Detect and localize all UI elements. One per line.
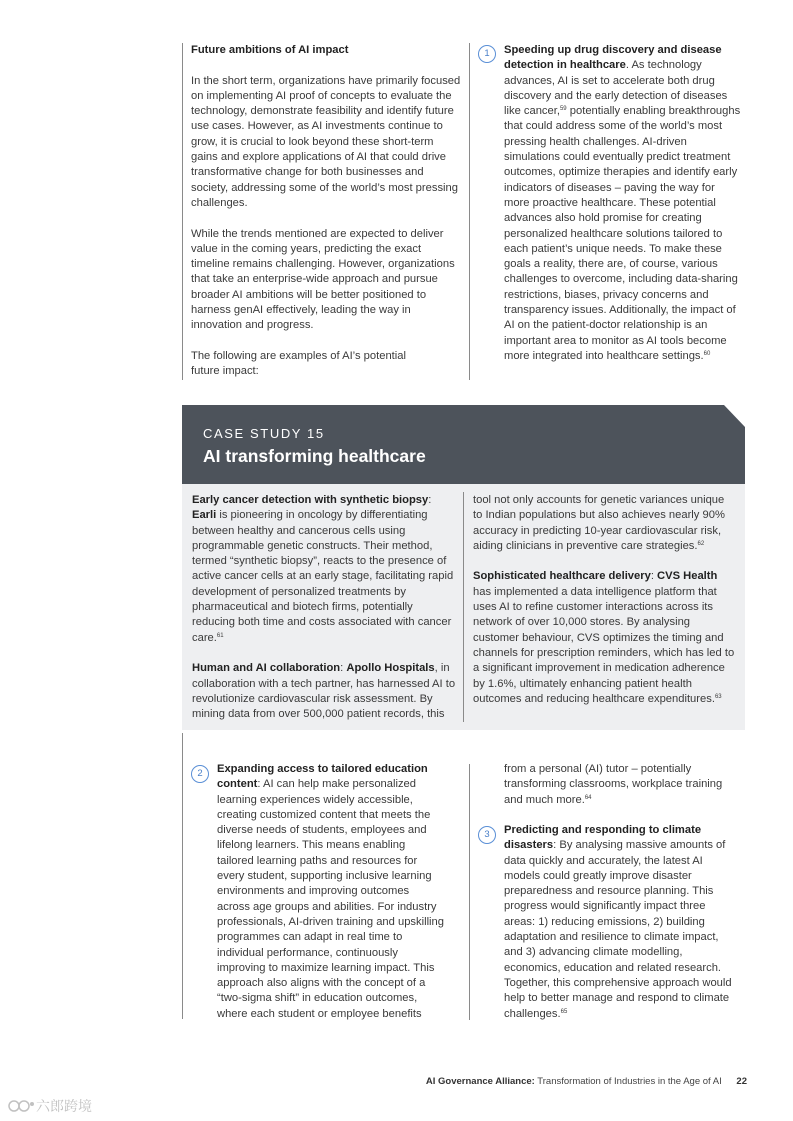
case-entry-3: Sophisticated healthcare delivery: CVS Health has implemented a data intelligence platform that uses AI to refine customer interactions across its network of over 10,000 stores. By analysing customer behaviour, CVS optimizes the timing and channels for prescription reminders, which has led to a significant improvement in medication adherence by 1.6%, ultimately enhancing patient health outcomes and reducing healthcare expenditures.$^{63}$ — [473, 570, 735, 705]
case-study-title: AI transforming healthcare — [203, 446, 426, 466]
footnote-ref: 63 — [714, 693, 722, 700]
case-entry-1: Early cancer detection with synthetic biopsy: Earli is pioneering in oncology by differentiating between healthy and cancerous cells using programmable genetic constructs. Their method, termed “synthetic biopsy”, reacts to the presence of active cancer cells at an early stage, facilitating rapid development of personalized treatments by pharmaceutical and biotech firms, potentially reducing both time and costs associated with cancer care.$^{61}$ — [192, 494, 454, 644]
item-2-number-badge: 2 — [191, 765, 209, 783]
footnote-ref: 59 — [559, 106, 567, 113]
footnote-ref: 65 — [560, 1008, 568, 1015]
banner-corner-fold — [724, 405, 745, 427]
footnote-ref: 64 — [584, 794, 592, 801]
item-2-title: Expanding access to tailored education content — [217, 763, 428, 791]
intro-paragraph-3: The following are examples of AI’s potential future impact: — [191, 349, 406, 378]
case-study-divider — [463, 492, 464, 722]
case-study-label: CASE STUDY 15 — [203, 426, 325, 441]
intro-heading: Future ambitions of AI impact — [191, 44, 349, 56]
case-entry-2-continued: tool not only accounts for genetic variances unique to Indian populations but also achieves nearly 90% accuracy in predicting 10-year cardiovascular risk, aiding clinicians in preventive care strategies.$^{62}$ — [473, 494, 725, 552]
case-study-banner — [182, 405, 745, 484]
case-entry-2: Human and AI collaboration: Apollo Hospitals, in collaboration with a tech partner, has harnessed AI to revolutionize cardiovascular risk assessment. By mining data from over 500,000 patient records, this — [192, 662, 456, 721]
right-column-rule — [469, 43, 470, 380]
intro-paragraph-1: In the short term, organizations have primarily focused on implementing AI proof of concepts to evaluate the technology, demonstrate feasibility and identify future use cases. However, as AI investments continue to grow, it is crucial to look beyond these short-term gains and explore applications of AI that could drive transformative change for both businesses and society, addressing some of the world’s most pressing challenges. — [191, 74, 461, 209]
item-2-continued: from a personal (AI) tutor – potentially transforming classrooms, workplace training and much more.$^{64}$ — [504, 763, 723, 806]
item-3-title: Predicting and responding to climate disasters — [504, 824, 702, 852]
case-entry-left — [192, 493, 458, 722]
item-3-number-badge: 3 — [478, 826, 496, 844]
item-1-title: Speeding up drug discovery and disease detection in healthcare — [504, 44, 722, 72]
left-column-rule — [182, 43, 183, 380]
item-2-text: Expanding access to tailored education content: AI can help make personalized learning experiences widely accessible, creating customized content that meets the diverse needs of students, employees and lifelong learners. This means enabling tailored learning paths and resources for every student, supporting inclusive learning environments and improving outcomes across age groups and abilities. For industry professionals, AI-driven training and upskilling programmes can adapt in real time to individual performance, continuously improving to maximize learning impact. This approach also aligns with the concept of a “two-sigma shift” in education outcomes, where each student or employee benefits — [217, 763, 444, 1020]
item-1-text: Speeding up drug discovery and disease detection in healthcare. As technology advances, AI is set to accelerate both drug discovery and the early detection of diseases like cancer,$^{59}$ potentially enabling breakthroughs that could address some of the world’s most pressing health challenges. AI-driven simulations could eventually predict treatment outcomes, optimize therapies and identify early indicators of diseases – paving the way for more proactive healthcare. These potential advances also hold promise for creating personalized healthcare solutions tailored to each patient’s unique needs. To make these goals a reality, there are, of course, various challenges to overcome, including data-sharing restrictions, biases, privacy concerns and transparency issues. Additionally, the impact of AI on the patient-doctor relationship is an important area to monitor as AI tools become more integrated into healthcare settings.$^{60}$ — [504, 44, 741, 362]
case-entry-right — [473, 493, 735, 707]
item-3-text: Predicting and responding to climate disasters: By analysing massive amounts of data quickly and accurately, the latest AI models could greatly improve disaster preparedness and resource planning. This progress would significantly impact three areas: 1) reducing emissions, 2) building adaptation and resilience to climate impact, and 3) advancing climate modelling, economics, education and related research. Together, this comprehensive approach would help to better manage and respond to climate challenges.$^{65}$ — [504, 824, 732, 1020]
footnote-ref: 61 — [216, 632, 224, 639]
intro-section — [191, 43, 461, 380]
footer — [426, 1076, 747, 1087]
footer-title: Transformation of Industries in the Age of AI — [534, 1076, 722, 1087]
footer-publisher: AI Governance Alliance: — [425, 1076, 535, 1087]
item-1-number-badge: 1 — [478, 45, 496, 63]
page-number: 22 — [736, 1076, 747, 1087]
intro-paragraph-2: While the trends mentioned are expected to deliver value in the coming years, predicting the exact timeline remains challenging. However, organizations that take an enterprise-wide approach and pursue broader AI ambitions will be better positioned to harness genAI effectively, leading the way in innovation and progress. — [191, 227, 455, 332]
watermark-logo-icon — [8, 1098, 36, 1114]
footnote-ref: 62 — [697, 540, 705, 547]
item-2-rule — [182, 733, 183, 1019]
watermark-text: 六郎跨境 — [36, 1099, 92, 1115]
watermark — [8, 1096, 92, 1116]
item-3-rule — [469, 764, 470, 1020]
footnote-ref: 60 — [703, 350, 711, 357]
